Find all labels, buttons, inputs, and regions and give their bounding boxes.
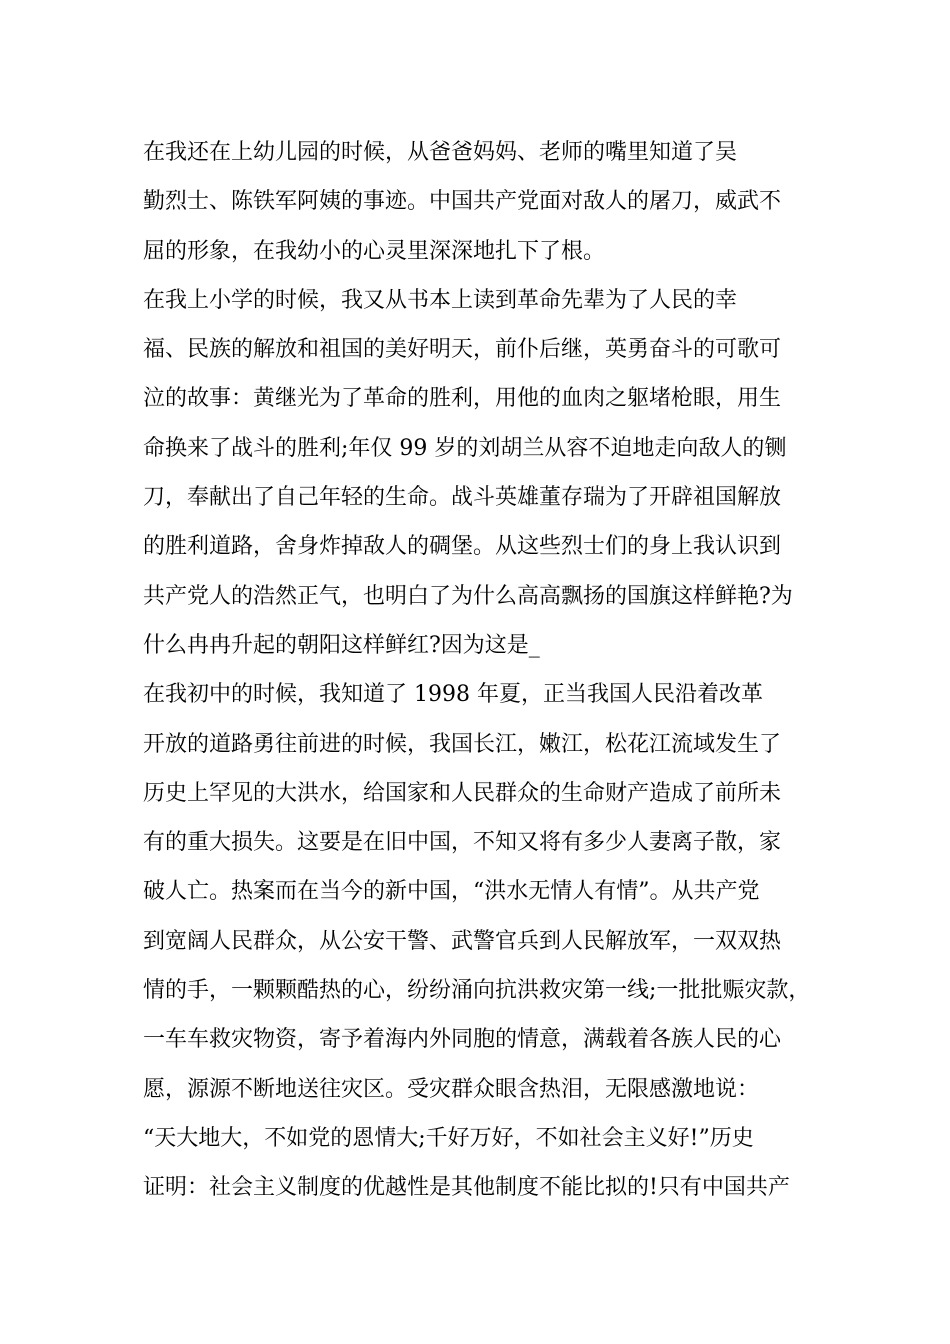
text-line: 的胜利道路，舍身炸掉敌人的碉堡。从这些烈士们的身上我认识到 (143, 534, 782, 560)
text-line: 什么冉冉升起的朝阳这样鲜红?因为这是_ (143, 632, 540, 658)
text-line: 泣的故事：黄继光为了革命的胜利，用他的血肉之躯堵枪眼，用生 (143, 386, 782, 412)
text-line: 开放的道路勇往前进的时候，我国长江，嫩江，松花江流域发生了 (143, 731, 782, 757)
text-line: 在我还在上幼儿园的时候，从爸爸妈妈、老师的嘴里知道了吴 (143, 140, 738, 165)
text-line: 愿，源源不断地送往灾区。受灾群众眼含热泪，无限感激地说： (143, 1076, 760, 1102)
text-line: 共产党人的浩然正气，也明白了为什么高高飘扬的国旗这样鲜艳?为 (143, 583, 793, 609)
text-line: 情的手，一颗颗酷热的心，纷纷涌向抗洪救灾第一线;一批批赈灾款， (143, 978, 811, 1004)
text-line: 勤烈士、陈铁军阿姨的事迹。中国共产党面对敌人的屠刀，威武不 (143, 189, 782, 215)
body-text (143, 128, 813, 1213)
text-line: 到宽阔人民群众，从公安干警、武警官兵到人民解放军，一双双热 (143, 928, 782, 954)
text-line: 证明：社会主义制度的优越性是其他制度不能比拟的!只有中国共产 (143, 1175, 790, 1201)
text-line: 刀，奉献出了自己年轻的生命。战斗英雄董存瑞为了开辟祖国解放 (143, 485, 782, 511)
text-line: 破人亡。热案而在当今的新中国，“洪水无情人有情”。从共产党 (143, 879, 760, 905)
text-line: 屈的形象，在我幼小的心灵里深深地扎下了根。 (143, 238, 606, 264)
text-line: 历史上罕见的大洪水，给国家和人民群众的生命财产造成了前所未 (143, 780, 782, 806)
text-line: 有的重大损失。这要是在旧中国，不知又将有多少人妻离子散，家 (143, 830, 782, 856)
text-line: 在我上小学的时候，我又从书本上读到革命先辈为了人民的幸 (143, 287, 738, 313)
text-line: 福、民族的解放和祖国的美好明天，前仆后继，英勇奋斗的可歌可 (143, 337, 782, 363)
text-line: 一车车救灾物资，寄予着海内外同胞的情意，满载着各族人民的心 (143, 1027, 782, 1053)
text-line: “天大地大，不如党的恩情大;千好万好，不如社会主义好!”历史 (143, 1125, 754, 1151)
text-line: 在我初中的时候，我知道了 1998 年夏，正当我国人民沿着改革 (143, 682, 763, 708)
text-line: 命换来了战斗的胜利;年仅 99 岁的刘胡兰从容不迫地走向敌人的铡 (143, 435, 787, 461)
